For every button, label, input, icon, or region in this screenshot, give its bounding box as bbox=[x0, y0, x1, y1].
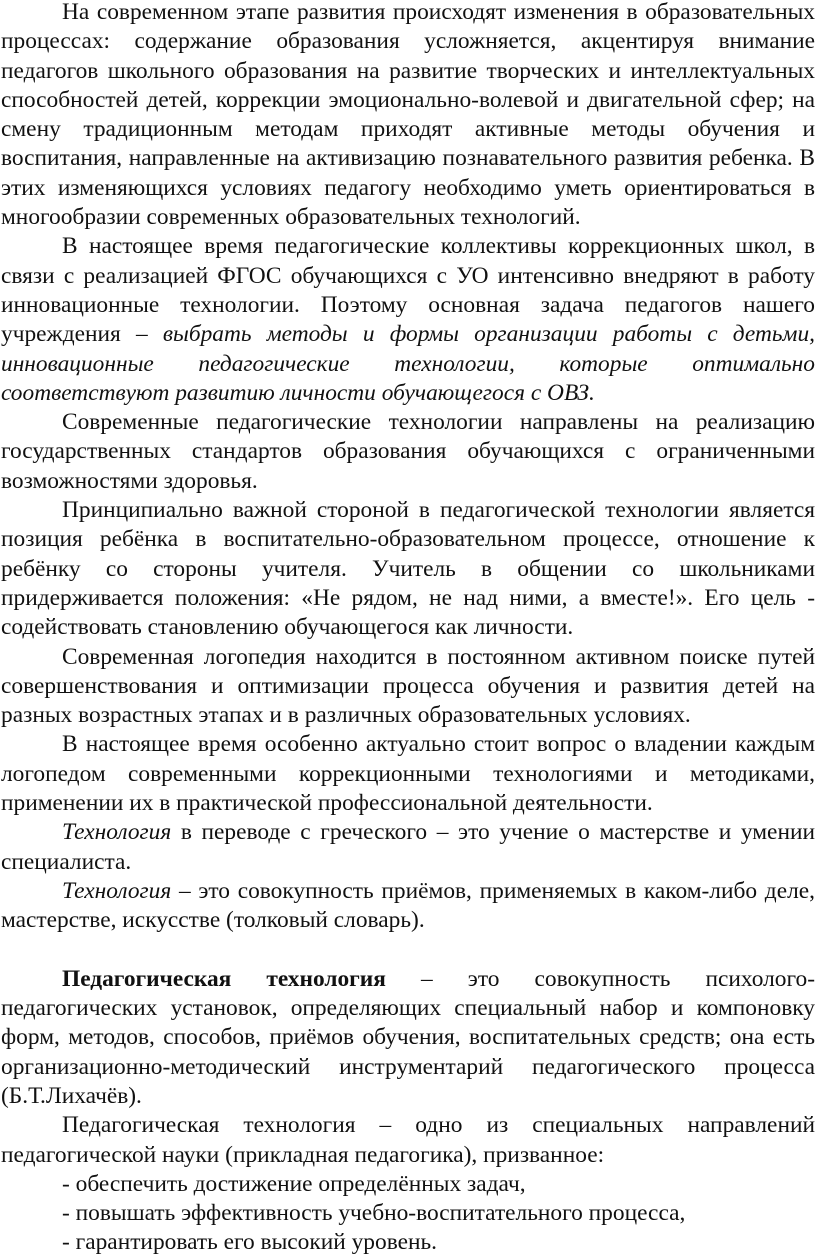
paragraph-definition-dictionary bbox=[1, 877, 815, 936]
paragraph-applied-pedagogy: Педагогическая технология – одно из специальных направлений педагогической науки (прикладная педагогика), призванное: bbox=[1, 1112, 815, 1168]
paragraph-logopedics: Современная логопедия находится в постоянном активном поиске путей совершенствования и оптимизации процесса обучения и развития детей на разных возрастных этапах и в различных образовательных условиях. bbox=[1, 643, 815, 729]
list-item: - обеспечить достижение определённых задач, bbox=[62, 1170, 526, 1197]
paragraph-definition-greek bbox=[1, 818, 815, 877]
paragraph-actual-question: В настоящее время особенно актуально стоит вопрос о владении каждым логопедом современными коррекционными технологиями и методиками, применении их в практической профессиональной деятельности. bbox=[1, 731, 815, 817]
term-technology-2: Технология bbox=[62, 877, 172, 904]
paragraph-intro: На современном этапе развития происходят изменения в образовательных процессах: содержание образования усложняется, акцентируя внимание педагогов школьного образования на развитие творческих и интеллектуальных способностей детей, коррекции эмоционально-волевой и двигательной сфер; на смену традиционным методам приходят активные методы обучения и воспитания, направленные на активизацию познавательного развития ребенка. В этих изменяющихся условиях педагогу необходимо уметь ориентироваться в многообразии современных образовательных технологий. bbox=[1, 0, 815, 231]
paragraph-innovations-text: В настоящее время педагогические коллективы коррекционных школ, в связи с реализацией ФГОС обучающихся с УО интенсивно внедряют в работу инновационные технологии. Поэтому основная задача педагогов нашего учреждения – bbox=[1, 233, 815, 348]
blank-line bbox=[1, 936, 815, 965]
term-technology-1: Технология bbox=[62, 819, 172, 846]
paragraph-innovations bbox=[1, 232, 815, 408]
paragraph-pedagogical-technology bbox=[1, 965, 815, 1111]
list-item: - повышать эффективность учебно-воспитательного процесса, bbox=[62, 1200, 686, 1227]
list-item: - гарантировать его высокий уровень. bbox=[62, 1229, 438, 1256]
paragraph-standards: Современные педагогические технологии направлены на реализацию государственных стандартов образования обучающихся с ограниченными возможностями здоровья. bbox=[1, 409, 815, 494]
definition-greek-text: в переводе с греческого – это учение о мастерстве и умении специалиста. bbox=[1, 819, 815, 875]
pedagogical-technology-definition: – это совокупность психолого-педагогических установок, определяющих специальный набор и компоновку форм, методов, способов, приёмов обучения, воспитательных средств; она есть организационно-методический инструментарий педагогического процесса (Б.Т.Лихачёв). bbox=[1, 965, 815, 1109]
paragraph-innovations-emphasis: выбрать методы и формы организации работы с детьми, инновационные педагогические технологии, которые оптимально соответствуют развитию личности обучающегося с ОВЗ. bbox=[1, 321, 815, 406]
paragraph-child-position: Принципиально важной стороной в педагогической технологии является позиция ребёнка в воспитательно-образовательном процессе, отношение к ребёнку со стороны учителя. Учитель в общении со школьниками придерживается положения: «Не рядом, не над ними, а вместе!». Его цель - содействовать становлению обучающегося как личности. bbox=[1, 497, 815, 641]
term-pedagogical-technology: Педагогическая технология bbox=[62, 965, 386, 992]
definition-dictionary-text: – это совокупность приёмов, применяемых в каком-либо деле, мастерстве, искусстве (толковый словарь). bbox=[1, 877, 815, 934]
